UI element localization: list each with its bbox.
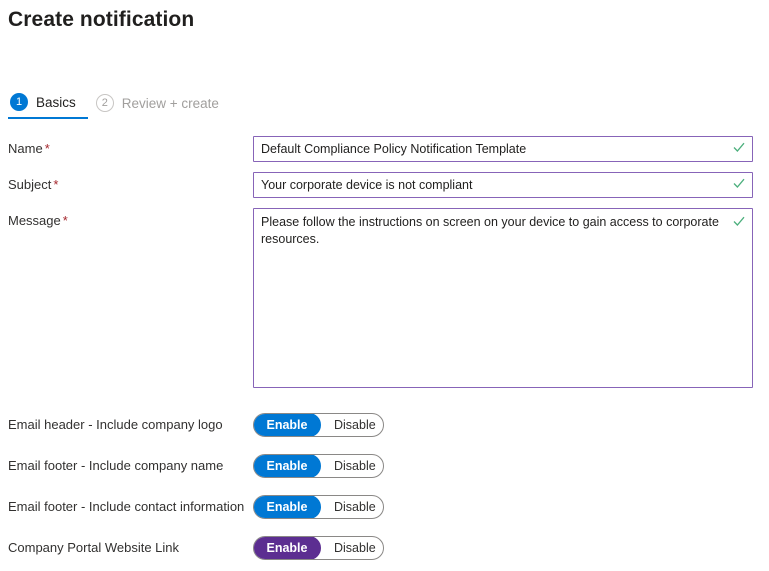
toggle-disable-option[interactable]: Disable [334,540,376,555]
subject-required-asterisk: * [53,177,59,192]
step-2-number: 2 [96,94,114,112]
toggle-enable-option[interactable]: Enable [253,495,321,519]
tab-basics-label: Basics [36,94,76,110]
toggle-enable-option[interactable]: Enable [253,413,321,437]
message-required-asterisk: * [62,213,68,228]
subject-label-text: Subject [8,177,52,192]
subject-field-wrap [253,172,753,198]
name-input[interactable] [253,136,753,162]
spacer [0,403,769,413]
toggle-disable-option[interactable]: Disable [334,458,376,473]
email-header-logo-toggle[interactable] [253,413,384,437]
company-portal-link-label: Company Portal Website Link [8,540,180,555]
name-label [0,136,253,162]
page-title: Create notification [8,8,195,31]
email-footer-contact-label: Email footer - Include contact information [8,499,245,514]
message-label-text: Message [8,213,61,228]
email-footer-name-toggle[interactable] [253,454,384,478]
message-label [0,208,253,234]
subject-label [0,172,253,198]
step-1-number: 1 [10,93,28,111]
message-field-wrap [253,208,753,393]
toggle-disable-option[interactable]: Disable [334,417,376,432]
email-header-logo-label: Email header - Include company logo [8,417,223,432]
email-header-logo-row [0,413,769,439]
message-textarea[interactable] [253,208,753,388]
tab-review-create[interactable] [94,94,231,118]
name-required-asterisk: * [44,141,50,156]
toggle-enable-option[interactable]: Enable [253,454,321,478]
name-field-wrap [253,136,753,162]
basics-form [0,136,769,562]
email-footer-contact-toggle[interactable] [253,495,384,519]
email-footer-contact-row [0,495,769,521]
toggle-enable-option[interactable]: Enable [253,536,321,560]
email-footer-name-row [0,454,769,480]
name-label-text: Name [8,141,43,156]
name-row [0,136,769,162]
tab-basics[interactable] [8,93,88,119]
company-portal-link-toggle[interactable] [253,536,384,560]
subject-row [0,172,769,198]
toggle-disable-option[interactable]: Disable [334,499,376,514]
wizard-tabs [8,88,769,118]
subject-input[interactable] [253,172,753,198]
message-row [0,208,769,393]
email-footer-name-label: Email footer - Include company name [8,458,224,473]
tab-review-create-label: Review + create [121,95,219,111]
company-portal-link-row [0,536,769,562]
